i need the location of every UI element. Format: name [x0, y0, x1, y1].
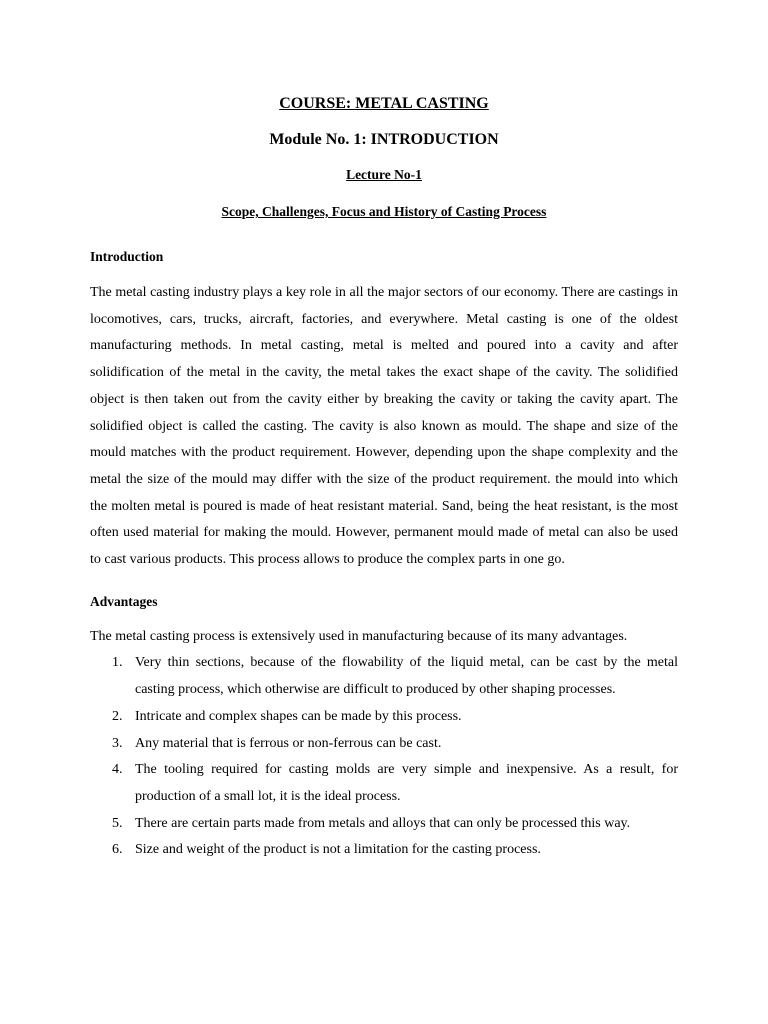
- list-item-number: 3.: [112, 735, 123, 751]
- list-item: [112, 704, 678, 731]
- list-item-text: Any material that is ferrous or non-ferrous can be cast.: [135, 735, 442, 751]
- list-item-number: 2.: [112, 708, 123, 724]
- list-item-text: Size and weight of the product is not a limitation for the casting process.: [135, 842, 541, 858]
- list-item-text: There are certain parts made from metals and alloys that can only be processed this way.: [135, 815, 631, 831]
- list-item-text: The tooling required for casting molds are very simple and inexpensive. As a result, for production of a small lot, it is the ideal process.: [135, 762, 678, 804]
- list-item: [112, 650, 678, 703]
- list-item-text: Intricate and complex shapes can be made by this process.: [135, 708, 462, 724]
- advantages-list: [90, 650, 678, 864]
- lecture-subtitle: Scope, Challenges, Focus and History of Casting Process: [221, 204, 547, 219]
- advantages-intro: The metal casting process is extensively used in manufacturing because of its many advantages.: [90, 628, 628, 644]
- list-item: [112, 757, 678, 810]
- list-item-text: Very thin sections, because of the flowability of the liquid metal, can be cast by the metal casting process, which otherwise are difficult to produced by other shaping processes.: [135, 655, 678, 698]
- course-title: COURSE: METAL CASTING: [279, 95, 489, 112]
- lecture-number: Lecture No-1: [346, 167, 422, 182]
- list-item: [112, 811, 678, 838]
- list-item-number: 5.: [112, 815, 123, 831]
- list-item-number: 6.: [112, 842, 123, 858]
- list-item-number: 4.: [112, 762, 123, 778]
- advantages-heading: Advantages: [90, 593, 158, 609]
- module-title: Module No. 1: INTRODUCTION: [269, 131, 499, 148]
- introduction-heading: Introduction: [90, 249, 164, 264]
- list-item: [112, 731, 678, 758]
- introduction-paragraph: The metal casting industry plays a key role in all the major sectors of our economy. There are castings in locomotives, cars, trucks, aircraft, factories, and everywhere. Metal casting is one of the oldest manufacturing methods. In metal casting, metal is melted and poured into a cavity and after solidification of the metal in the cavity, the metal takes the exact shape of the cavity. The solidified object is then taken out from the cavity either by breaking the cavity or taking the cavity apart. The solidified object is called the casting. The cavity is also known as mould. The shape and size of the mould matches with the product requirement. However, depending upon the shape complexity and the metal the size of the mould may differ with the size of the product requirement. the mould into which the molten metal is poured is made of heat resistant material. Sand, being the heat resistant, is the most often used material for making the mould. However, permanent mould made of metal can also be used to cast various products. This process allows to produce the complex parts in one go.: [90, 285, 678, 568]
- list-item: [112, 837, 678, 864]
- list-item-number: 1.: [112, 655, 123, 671]
